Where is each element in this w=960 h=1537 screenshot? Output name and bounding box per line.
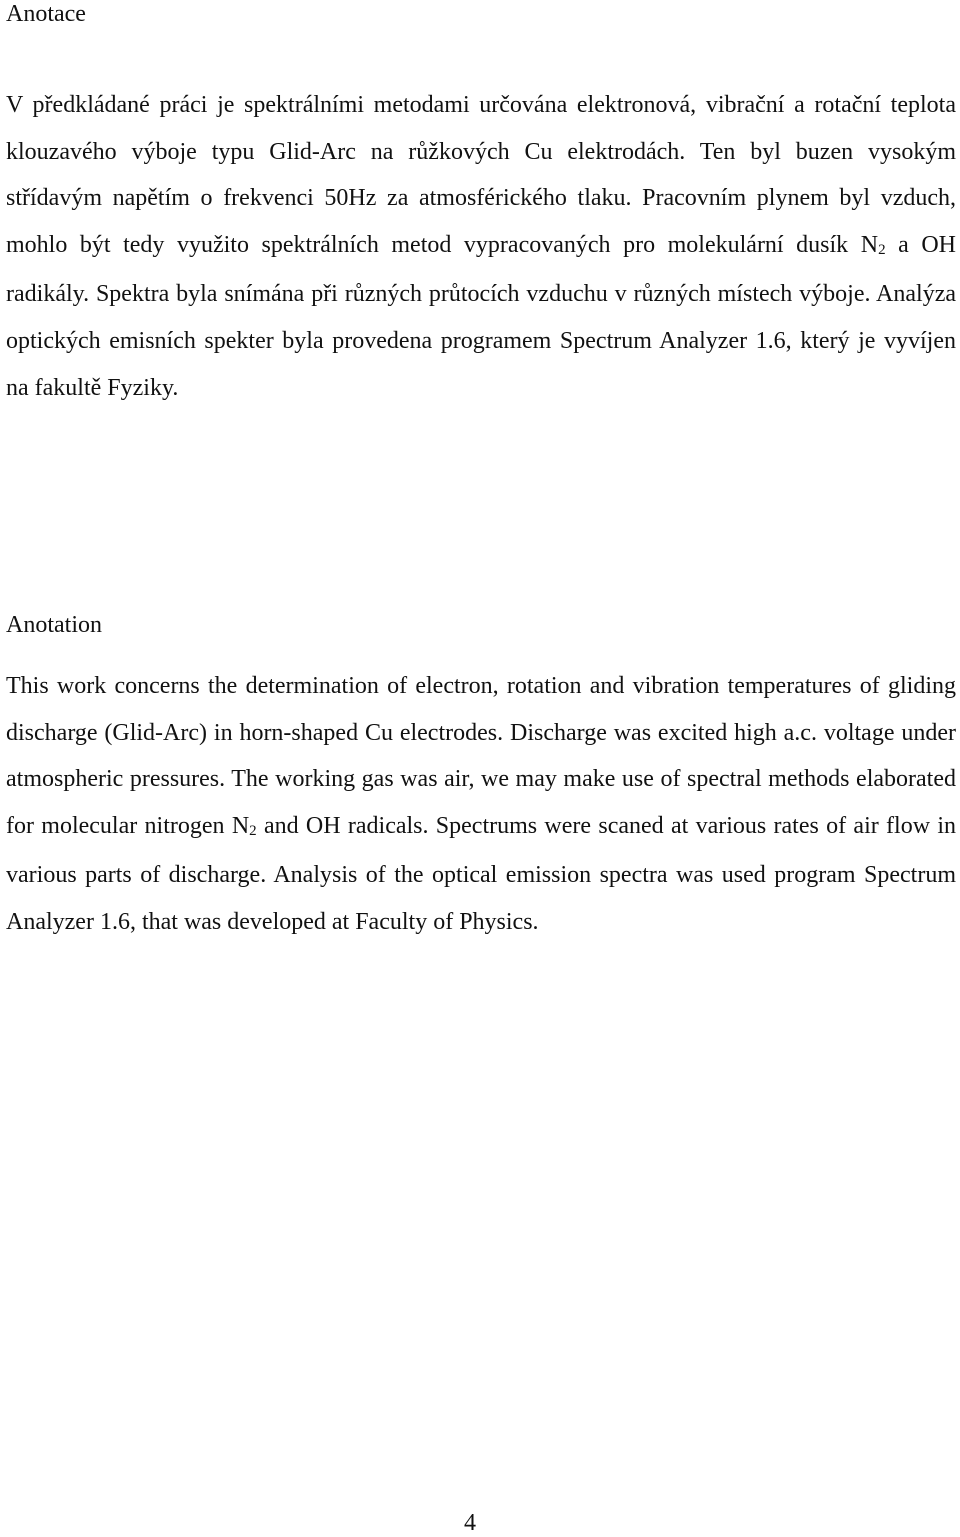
czech-text-part-2: a OH radikály. Spektra byla snímána při různých průtocích vzduchu v různých místech výboje. Analýza optických emisních spekter byla provedena programem Spectrum Analyzer 1.6, který je vyvíjen na fakultě Fyziky. [6,231,956,401]
english-abstract-paragraph [6,663,956,946]
english-text-part-1: This work concerns the determination of electron, rotation and vibration temperatures of gliding discharge (Glid-Arc) in horn-shaped Cu electrodes. Discharge was excited high a.c. voltage under atmospheric pressures. The working gas was air, we may make use of spectral methods elaborated for molecular nitrogen N [6,673,956,839]
english-text-part-2: and OH radicals. Spectrums were scaned at various rates of air flow in various parts of discharge. Analysis of the optical emission spectra was used program Spectrum Analyzer 1.6, that was developed at Faculty of Physics. [6,812,956,935]
czech-abstract-paragraph [6,82,956,411]
english-subscript: 2 [249,822,257,839]
czech-text-part-1: V předkládané práci je spektrálními metodami určována elektronová, vibrační a rotační teplota klouzavého výboje typu Glid-Arc na růžkových Cu elektrodách. Ten byl buzen vysokým střídavým napětím o frekvenci 50Hz za atmosférického tlaku. Pracovním plynem byl vzduch, mohlo být tedy využito spektrálních metod vypracovaných pro molekulární dusík N [6,92,956,258]
page-number: 4 [464,1510,476,1536]
czech-heading: Anotace [6,1,86,27]
czech-subscript: 2 [878,241,886,258]
english-heading: Anotation [6,612,102,638]
